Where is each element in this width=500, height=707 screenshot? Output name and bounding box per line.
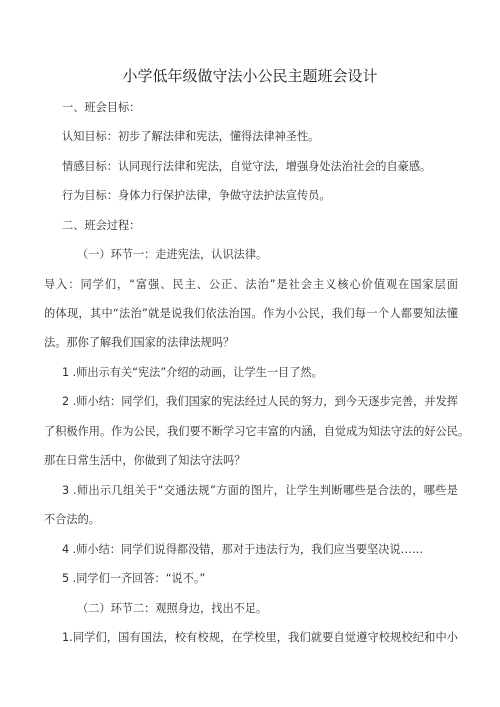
list-item-5: 5 .同学们一齐回答：“说不。” [62, 572, 206, 585]
paragraph-intro-line: 的体现，其中“法治”就是说我们依法治国。作为小公民，我们每一个人都要知法懂 [44, 307, 458, 320]
paragraph-intro-line: 导入：同学们，“富强、民主、公正、法治”是社会主义核心价值观在国家层面 [44, 278, 458, 291]
paragraph-cognitive-goal: 认知目标：初步了解法律和宪法，懂得法律神圣性。 [62, 130, 320, 143]
paragraph-emotional-goal: 情感目标：认同现行法律和宪法，自觉守法，增强身处法治社会的自豪感。 [62, 160, 432, 173]
list-item-2-line: 2 .师小结：同学们，我们国家的宪法经过人民的努力，到今天逐步完善，并发挥 [62, 395, 458, 408]
list-item-2-line: 那在日常生活中，你做到了知法守法吗？ [44, 454, 246, 467]
paragraph-step-two-line: 1.同学们，国有国法，校有校规，在学校里，我们就要自觉遵守校规校纪和中小 [62, 631, 458, 644]
list-item-1: 1 .师出示有关“宪法”介绍的动画，让学生一目了然。 [62, 366, 323, 379]
paragraph-behavior-goal: 行为目标：身体力行保护法律，争做守法护法宣传员。 [62, 189, 331, 202]
list-item-4: 4 .师小结：同学们说得都没错，那对于违法行为，我们应当要坚决说…… [62, 543, 424, 556]
paragraph-intro-line: 法。那你了解我们国家的法律法规吗？ [44, 336, 235, 349]
subsection-heading-step-one: （一）环节一：走进宪法，认识法律。 [77, 248, 268, 261]
subsection-heading-step-two: （二）环节二：观照身边，找出不足。 [77, 602, 268, 615]
section-heading-process: 二、班会过程： [62, 219, 141, 232]
list-item-3-line: 3 .师出示几组关于“交通法规”方面的图片，让学生判断哪些是合法的，哪些是 [62, 484, 458, 497]
list-item-2-line: 了积极作用。作为公民，我们要不断学习它丰富的内涵，自觉成为知法守法的好公民。 [44, 425, 470, 438]
section-heading-goals: 一、班会目标： [62, 101, 141, 114]
list-item-3-line: 不合法的。 [44, 513, 100, 526]
document-title: 小学低年级做守法小公民主题班会设计 [122, 67, 378, 85]
